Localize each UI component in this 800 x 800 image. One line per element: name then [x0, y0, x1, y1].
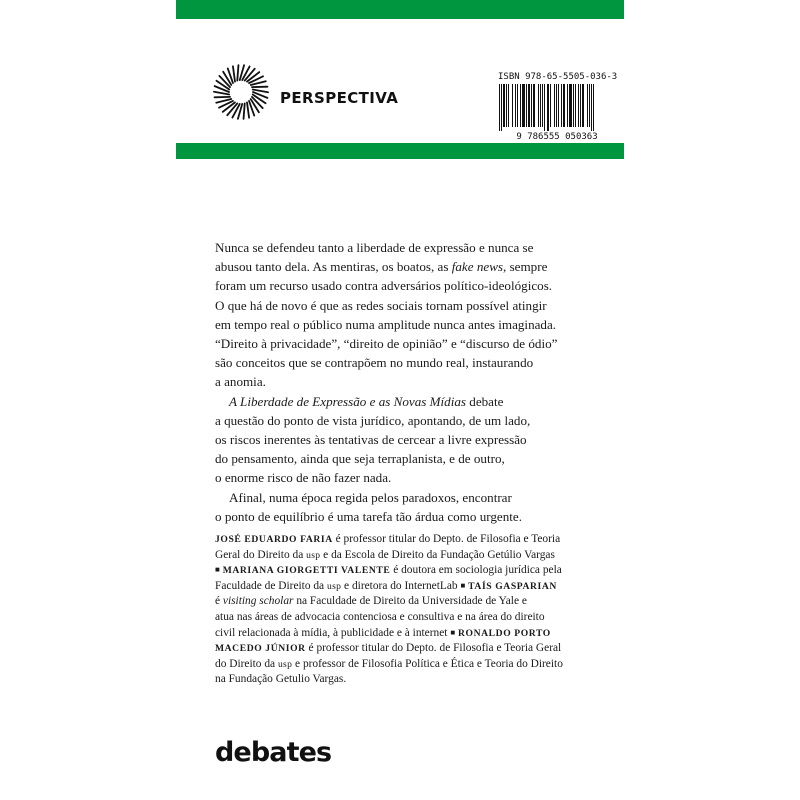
bio-text: é doutora em sociologia jurídica pela: [390, 564, 562, 577]
isbn-label: ISBN 978-65-5505-036-3: [498, 72, 618, 82]
bio-line: [215, 563, 595, 579]
blurb-line: os riscos inerentes às tentativas de cercear a livre expressão: [215, 432, 527, 448]
blurb-text: abusou tanto dela. As mentiras, os boatos, as: [215, 259, 452, 275]
blurb-line: são conceitos que se contrapõem no mundo real, instaurando: [215, 355, 534, 371]
usp-abbr: usp: [306, 549, 321, 561]
separator-square: ■: [215, 565, 220, 575]
bio-line: [215, 626, 595, 642]
series-name: debates: [215, 737, 332, 768]
bio-text: e professor de Filosofia Política e Ética e Teoria do Direito: [292, 657, 563, 670]
author-name: RONALDO PORTO: [458, 627, 551, 639]
blurb-line: foram um recurso usado contra adversários político-ideológicos.: [215, 278, 553, 294]
bio-emphasis: visiting scholar: [222, 595, 294, 608]
usp-abbr: usp: [326, 580, 342, 592]
blurb-line: “Direito à privacidade”, “direito de opinião” e “discurso de ódio”: [215, 336, 558, 352]
bio-line: na Fundação Getulio Vargas.: [215, 673, 347, 686]
bio-text: é professor titular do Depto. de Filosofia e Teoria Geral: [305, 642, 562, 655]
bio-text: e da Escola de Direito da Fundação Getúlio Vargas: [320, 548, 555, 561]
bio-line: [215, 548, 595, 564]
author-name: TAÍS GASPARIAN: [468, 580, 557, 592]
bio-text: é: [215, 595, 223, 608]
barcode: [498, 84, 616, 131]
book-title: A Liberdade de Expressão e as Novas Mídias: [229, 393, 466, 409]
bio-line: atua nas áreas de advocacia contenciosa e consultiva e na área do direito: [215, 610, 545, 623]
blurb-text: debate: [466, 393, 504, 409]
bio-text: e diretora do InternetLab: [341, 579, 461, 592]
top-green-band: [176, 0, 624, 19]
usp-abbr: usp: [277, 658, 293, 670]
blurb-line: [215, 257, 595, 276]
publisher-name: PERSPECTIVA: [280, 89, 399, 107]
blurb-text: , sempre: [503, 259, 548, 275]
blurb-line: o enorme risco de não fazer nada.: [215, 470, 392, 486]
bio-line: [215, 532, 595, 548]
isbn-barcode-block: [498, 72, 616, 143]
middle-green-band: [176, 143, 624, 159]
blurb-line: a anomia.: [215, 374, 266, 390]
separator-square: ■: [450, 627, 456, 637]
blurb-line: Afinal, numa época regida pelos paradoxos, encontrar: [229, 489, 512, 505]
blurb-line: Nunca se defendeu tanto a liberdade de expressão e nunca se: [215, 240, 534, 255]
bio-line: [215, 641, 595, 657]
bio-line: [215, 657, 595, 673]
sunburst-ring-icon: [212, 63, 270, 121]
author-name: MACEDO JÚNIOR: [215, 643, 306, 655]
author-bios: [215, 532, 595, 688]
bio-text: Geral do Direito da: [215, 548, 307, 561]
blurb-emphasis: fake news: [451, 259, 504, 275]
bio-text: na Faculdade de Direito da Universidade de Yale e: [293, 595, 527, 608]
bio-text: Faculdade de Direito da: [215, 579, 327, 592]
bio-line: [215, 579, 595, 595]
bio-text: do Direito da: [215, 657, 278, 670]
barcode-digits: 9 786555 050363: [516, 132, 598, 142]
blurb-line: do pensamento, ainda que seja terraplanista, e de outro,: [215, 451, 505, 467]
blurb-line: o ponto de equilíbrio é uma tarefa tão árdua como urgente.: [215, 508, 522, 524]
blurb-line: em tempo real o público numa amplitude nunca antes imaginada.: [215, 316, 557, 332]
bio-text: civil relacionada à mídia, à publicidade e à internet: [215, 626, 451, 639]
author-name: MARIANA GIORGETTI VALENTE: [222, 565, 391, 577]
book-blurb: [215, 238, 595, 526]
blurb-line: [215, 392, 595, 411]
blurb-line: a questão do ponto de vista jurídico, apontando, de um lado,: [215, 412, 531, 428]
blurb-line: O que há de novo é que as redes sociais tornam possível atingir: [215, 297, 547, 313]
separator-square: ■: [460, 580, 466, 590]
author-name: JOSÉ EDUARDO FARIA: [215, 534, 333, 545]
bio-line: [215, 594, 595, 610]
bio-text: é professor titular do Depto. de Filosofia e Teoria: [332, 533, 561, 545]
